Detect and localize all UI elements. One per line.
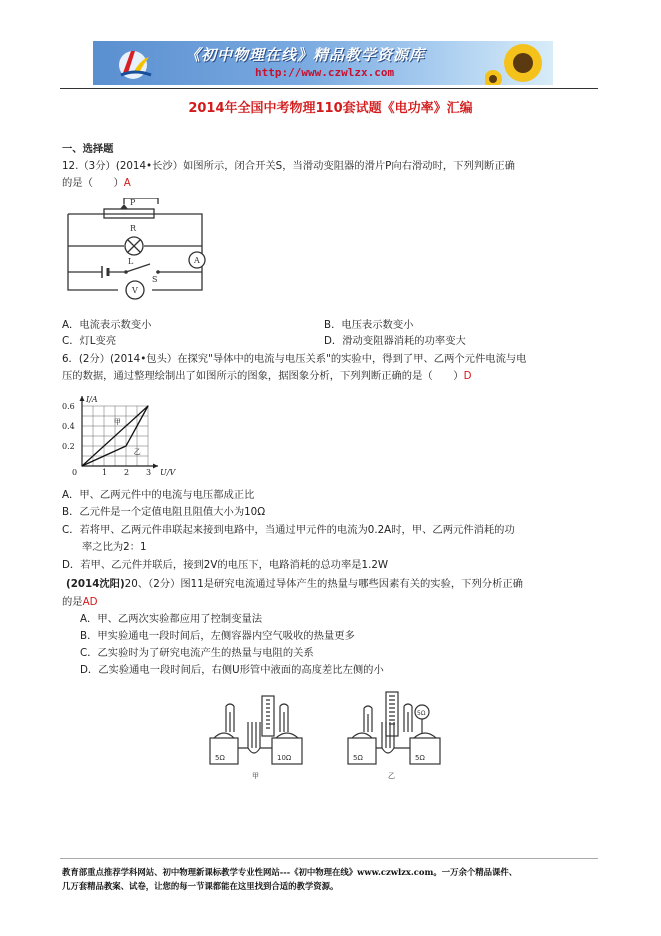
- q1-stem-line2: [62, 176, 131, 190]
- data-point: [147, 405, 148, 406]
- footer-line-2: 几万套精品教案、试卷，让您的每一节课都能在这里找到合适的教学资源。: [62, 881, 339, 891]
- q3-heating-experiment-figure: [200, 688, 445, 784]
- q2-option-c-line1: C．若将甲、乙两元件串联起来接到电路中，当通过甲元件的电流为0.2A时，甲、乙两元件消耗的功: [62, 524, 515, 536]
- data-point: [125, 445, 126, 446]
- series-label: 甲: [113, 418, 121, 426]
- q2-option-a: A．甲、乙两元件中的电流与电压都成正比: [62, 489, 255, 501]
- q1-option-d: D．滑动变阻器消耗的功率变大: [324, 335, 466, 347]
- label-l: L: [128, 257, 134, 266]
- data-point: [136, 425, 137, 426]
- y-tick-label: 0.4: [62, 422, 75, 431]
- q3-stem-line2: [62, 595, 98, 609]
- q1-option-c: C．灯L变亮: [62, 335, 117, 347]
- ammeter-label: A: [194, 256, 200, 265]
- x-tick-label: 0: [72, 468, 78, 477]
- series-label: 乙: [133, 448, 141, 456]
- q1-answer: A: [123, 177, 131, 189]
- x-axis-label: U/V: [160, 468, 176, 477]
- q3-stem-text-2: 的是: [62, 596, 83, 608]
- header-banner: [93, 41, 553, 85]
- q2-option-d: D．若甲、乙元件并联后，接到2V的电压下，电路消耗的总功率是1.2W: [62, 559, 389, 571]
- q1-stem-line1: 12.（3分）(2014•长沙）如图所示，闭合开关S，当滑动变阻器的滑片P向右滑动时，下列判断正确: [62, 160, 515, 172]
- y-tick-label: 0.2: [62, 442, 75, 451]
- q2-stem-line2: [62, 369, 472, 383]
- q1-circuit-diagram: [60, 198, 220, 310]
- q1-option-b: B．电压表示数变小: [324, 319, 414, 331]
- sunflower-icon: [485, 41, 553, 85]
- label-p: P: [130, 198, 136, 207]
- banner-url: http://www.czwlzx.com: [255, 66, 395, 79]
- q3-option-a: A．甲、乙两次实验都应用了控制变量法: [80, 613, 263, 625]
- footer-rule: [60, 858, 598, 859]
- y-axis-arrow: [80, 396, 85, 401]
- logo-icon: [115, 45, 155, 81]
- x-tick-label: 3: [146, 468, 152, 477]
- q3-option-b: B．甲实验通电一段时间后，左侧容器内空气吸收的热量更多: [80, 630, 355, 642]
- q1-option-a: A．电流表示数变小: [62, 319, 152, 331]
- footer-line-1: 教育部重点推荐学科网站、初中物理新课标教学专业性网站---《初中物理在线》www.czwlzx.com。一万余个精品课件、: [62, 867, 518, 877]
- resistor-label-3: 5Ω: [353, 754, 363, 762]
- header-rule: [60, 88, 598, 89]
- voltmeter-label: V: [132, 286, 138, 295]
- figure-label-yi: 乙: [388, 772, 395, 780]
- q3-stem-text: 20、（2分）图11是研究电流通过导体产生的热量与哪些因素有关的实验，下列分析正确: [124, 578, 523, 590]
- y-tick-label: 0.6: [62, 402, 75, 411]
- resistor-label-5: 5Ω: [417, 710, 426, 717]
- q2-option-b: B．乙元件是一个定值电阻且阻值大小为10Ω: [62, 506, 266, 518]
- data-point: [81, 465, 82, 466]
- section-heading: 一、选择题: [62, 143, 114, 155]
- q2-option-c-line2: 率之比为2：1: [82, 541, 147, 553]
- x-tick-label: 2: [124, 468, 130, 477]
- x-axis-arrow: [153, 464, 158, 469]
- q3-option-d: D．乙实验通电一段时间后，右侧U形管中液面的高度差比左侧的小: [80, 664, 384, 676]
- q2-iu-chart: [60, 392, 190, 480]
- data-point: [103, 455, 104, 456]
- resistor-label-4: 5Ω: [415, 754, 425, 762]
- label-r: R: [130, 224, 137, 233]
- q2-stem-text: 压的数据，通过整理绘制出了如图所示的图象，据图象分析，下列判断正确的是（ ）: [62, 370, 464, 382]
- q3-stem-line1: [66, 577, 523, 591]
- x-tick-label: 1: [102, 468, 108, 477]
- q2-stem-line1: 6．(2分）(2014•包头）在探究"导体中的电流与电压关系"的实验中，得到了甲、乙两个元件电流与电: [62, 353, 527, 365]
- y-axis-label: I/A: [86, 395, 98, 404]
- resistor-label-1: 5Ω: [215, 754, 225, 762]
- banner-title: 《初中物理在线》精品教学资源库: [185, 46, 426, 64]
- q3-option-c: C．乙实验时为了研究电流产生的热量与电阻的关系: [80, 647, 314, 659]
- resistor-label-2: 10Ω: [277, 754, 292, 762]
- q3-answer: AD: [82, 596, 98, 608]
- document-title: 2014年全国中考物理110套试题《电功率》汇编: [188, 101, 473, 116]
- q1-stem-text: 的是（ ）: [62, 177, 124, 189]
- q3-source: (2014沈阳): [66, 578, 125, 590]
- figure-label-jia: 甲: [252, 772, 259, 780]
- q2-answer: D: [463, 370, 472, 382]
- label-s: S: [152, 275, 158, 284]
